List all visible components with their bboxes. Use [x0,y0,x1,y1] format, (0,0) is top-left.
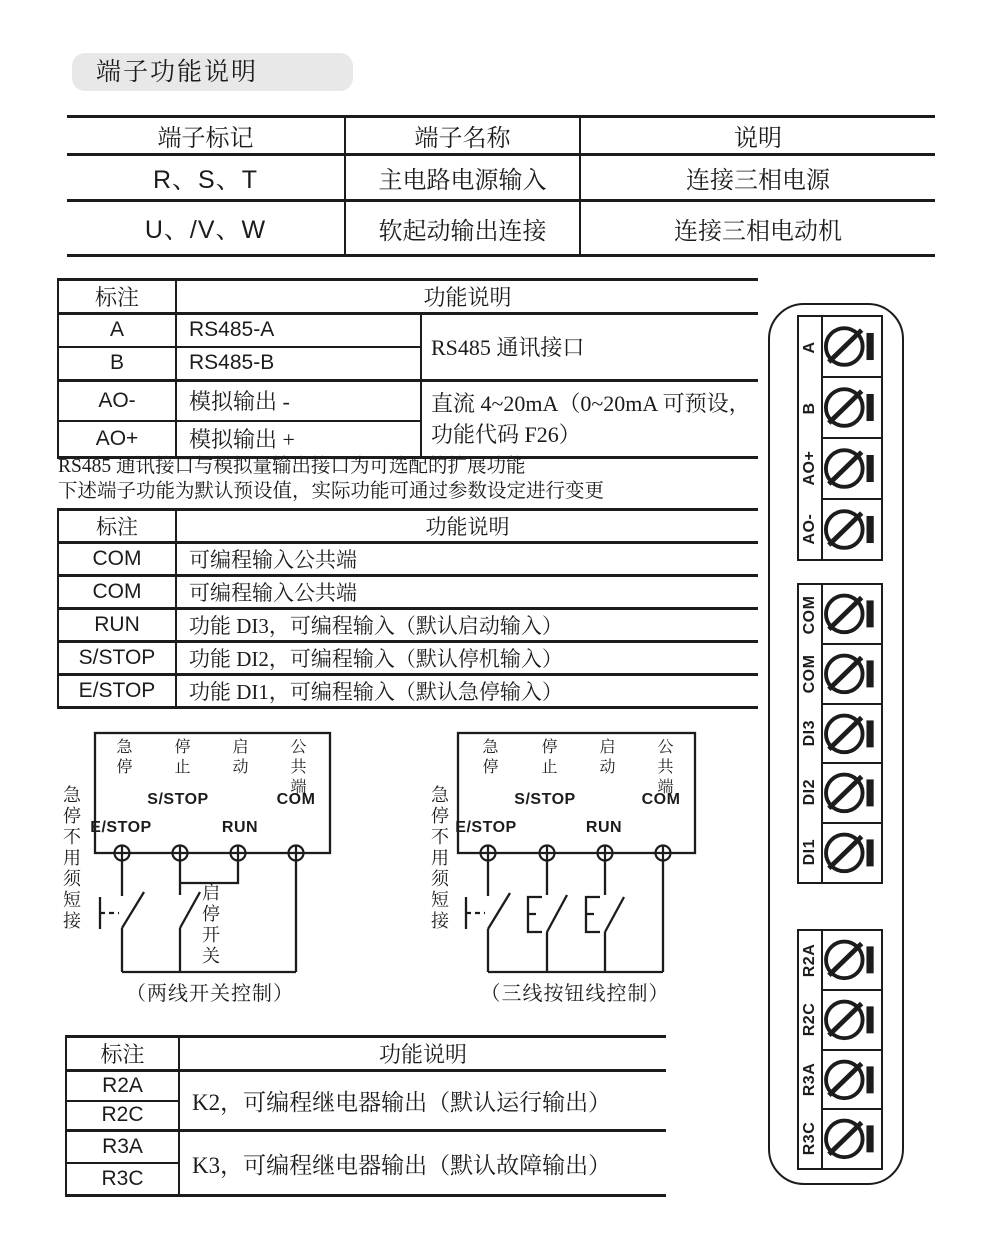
run-stop-switch-blade [180,892,200,928]
three-wire-diagram-graphics [420,725,760,1015]
table-header-row [66,1037,666,1071]
label-cell: A [58,314,176,347]
header-function: 功能说明 [179,1037,666,1071]
func-cell: 功能 DI3，可编程输入（默认启动输入） [176,609,758,642]
merged-func-cell: RS485 通讯接口 [421,314,758,381]
table-row [58,642,758,675]
label-cell: COM [58,543,176,576]
note-line: 下述端子功能为默认预设值，实际功能可通过参数设定进行变更 [58,481,605,502]
table-row [58,609,758,642]
terminal-label: R3C [801,1121,818,1156]
table-header-row [58,510,758,543]
table-row [67,201,935,256]
label-cell: COM [58,576,176,609]
terminal-label: COM [801,654,818,694]
label-strip [797,315,821,561]
screw-terminal [821,703,883,763]
label-cell: R3A [66,1131,179,1163]
terminal-label: COM [801,595,818,635]
screw-terminal [821,989,883,1049]
table-row [66,1131,666,1163]
start-button-actuator [586,897,600,932]
screw-icon [823,1110,881,1168]
screw-terminals [821,583,883,884]
func-cell: RS485-A [176,314,421,347]
pin-name-stop: 停止 [539,738,556,778]
screw-terminal [821,498,883,561]
screw-icon [823,931,881,989]
header-label: 标注 [58,510,176,543]
label-cell: B [58,347,176,381]
screw-terminal [821,437,883,498]
sstop-label: S/STOP [514,791,576,808]
terminal-label: B [801,401,818,414]
header-label: 标注 [66,1037,179,1071]
terminal-label: AO+ [801,450,818,486]
wire [180,861,238,883]
note-line: RS485 通讯接口与模拟量输出接口为可选配的扩展功能 [58,456,526,477]
terminal-label: R3A [801,1062,818,1096]
func-cell: 模拟输出 - [176,381,421,421]
func-cell: 功能 DI1，可编程输入（默认急停输入） [176,675,758,708]
func-cell: 模拟输出 + [176,421,421,458]
main-terminal-table [67,115,935,257]
terminal-block-diagram [768,303,904,1185]
screw-terminal [821,1108,883,1170]
merged-func-cell: K2，可编程继电器输出（默认运行输出） [179,1071,666,1131]
table-header-row [58,280,758,314]
estop-label: E/STOP [90,819,152,836]
func-cell: 可编程输入公共端 [176,576,758,609]
screw-terminal [821,376,883,437]
name-cell: 软起动输出连接 [345,201,580,256]
pin-name-start: 启动 [597,738,614,778]
screw-icon [823,585,881,643]
terminal-label: DI3 [801,720,818,747]
stop-button-blade [547,895,567,932]
terminal-label: AO- [801,513,818,545]
screw-icon [823,500,881,559]
table-row [58,543,758,576]
desc-cell: 连接三相电动机 [580,201,935,256]
label-cell: E/STOP [58,675,176,708]
name-cell: 主电路电源输入 [345,155,580,201]
screw-icon [823,645,881,703]
screw-terminal [821,929,883,989]
screw-icon [823,378,881,437]
screw-terminals [821,929,883,1170]
terminal-label: DI1 [801,839,818,866]
pin-name-common: 公共端 [655,738,672,798]
pin-name-stop: 停止 [172,738,189,778]
table-header-row [67,117,935,155]
table-row [58,314,758,347]
run-label: RUN [221,819,259,836]
merged-func-cell: K3，可编程继电器输出（默认故障输出） [179,1131,666,1196]
terminal-label: R2C [801,1003,818,1037]
mark-cell: R、S、T [67,155,345,201]
stop-button-actuator [528,897,542,932]
merged-func-cell: 直流 4~20mA（0~20mA 可预设，功能代码 F26） [421,381,758,458]
desc-cell: 连接三相电源 [580,155,935,201]
estop-switch-blade [488,893,510,929]
pin-name-start: 启动 [230,738,247,778]
screw-terminals [821,315,883,561]
estop-switch-blade [122,892,144,928]
pin-name-estop: 急停 [114,738,131,778]
sstop-label: S/STOP [147,791,209,808]
terminal-label: DI2 [801,779,818,807]
run-stop-switch-label: 启停开关 [200,883,220,967]
screw-icon [823,439,881,498]
io-option-table [57,278,758,459]
screw-icon [823,317,881,376]
header-label: 标注 [58,280,176,314]
diagram-caption: （两线开关控制） [126,983,294,1005]
header-terminal-mark: 端子标记 [67,117,345,155]
screw-icon [823,991,881,1049]
table-row [66,1071,666,1101]
screw-terminal [821,822,883,884]
screw-terminal [821,762,883,822]
pin-name-estop: 急停 [480,738,497,778]
screw-icon [823,705,881,763]
digital-input-table [57,508,758,709]
start-button-blade [605,897,624,932]
screw-icon [823,1051,881,1109]
table-row [58,576,758,609]
func-cell: 可编程输入公共端 [176,543,758,576]
label-cell: RUN [58,609,176,642]
label-cell: AO- [58,381,176,421]
header-function: 功能说明 [176,510,758,543]
mark-cell: U、/V、W [67,201,345,256]
two-wire-diagram [60,725,400,1015]
label-cell: R3C [66,1163,179,1196]
header-terminal-name: 端子名称 [345,117,580,155]
label-cell: R2A [66,1071,179,1101]
screw-terminal [821,583,883,643]
relay-output-table [65,1035,666,1197]
table-row [67,155,935,201]
screw-terminal [821,643,883,703]
screw-icon [823,764,881,822]
label-strip [797,583,821,884]
label-cell: AO+ [58,421,176,458]
estop-label: E/STOP [455,819,517,836]
terminal-label: R2A [801,943,818,978]
func-cell: 功能 DI2，可编程输入（默认停机输入） [176,642,758,675]
run-label: RUN [585,819,623,836]
section-title-pill [72,53,353,91]
terminal-group-relay-outputs [797,929,883,1170]
three-wire-diagram [420,725,760,1015]
header-description: 说明 [580,117,935,155]
estop-side-note: 急停不用须短接 [429,785,449,932]
label-cell: R2C [66,1101,179,1131]
screw-icon [823,824,881,882]
com-label: COM [641,791,681,808]
terminal-label: A [801,341,818,354]
header-function: 功能说明 [176,280,758,314]
page-title: 端子功能说明 [96,59,259,86]
table-row [58,381,758,421]
diagram-caption: （三线按钮线控制） [480,983,670,1005]
pin-name-common: 公共端 [288,738,305,798]
screw-terminal [821,315,883,376]
terminal-group-comm-analog [797,315,883,561]
screw-terminal [821,1049,883,1109]
estop-side-note: 急停不用须短接 [61,785,81,932]
com-label: COM [276,791,316,808]
label-strip [797,929,821,1170]
label-cell: S/STOP [58,642,176,675]
terminal-group-digital-inputs [797,583,883,884]
table-row [58,675,758,708]
func-cell: RS485-B [176,347,421,381]
notes-block [58,454,738,504]
